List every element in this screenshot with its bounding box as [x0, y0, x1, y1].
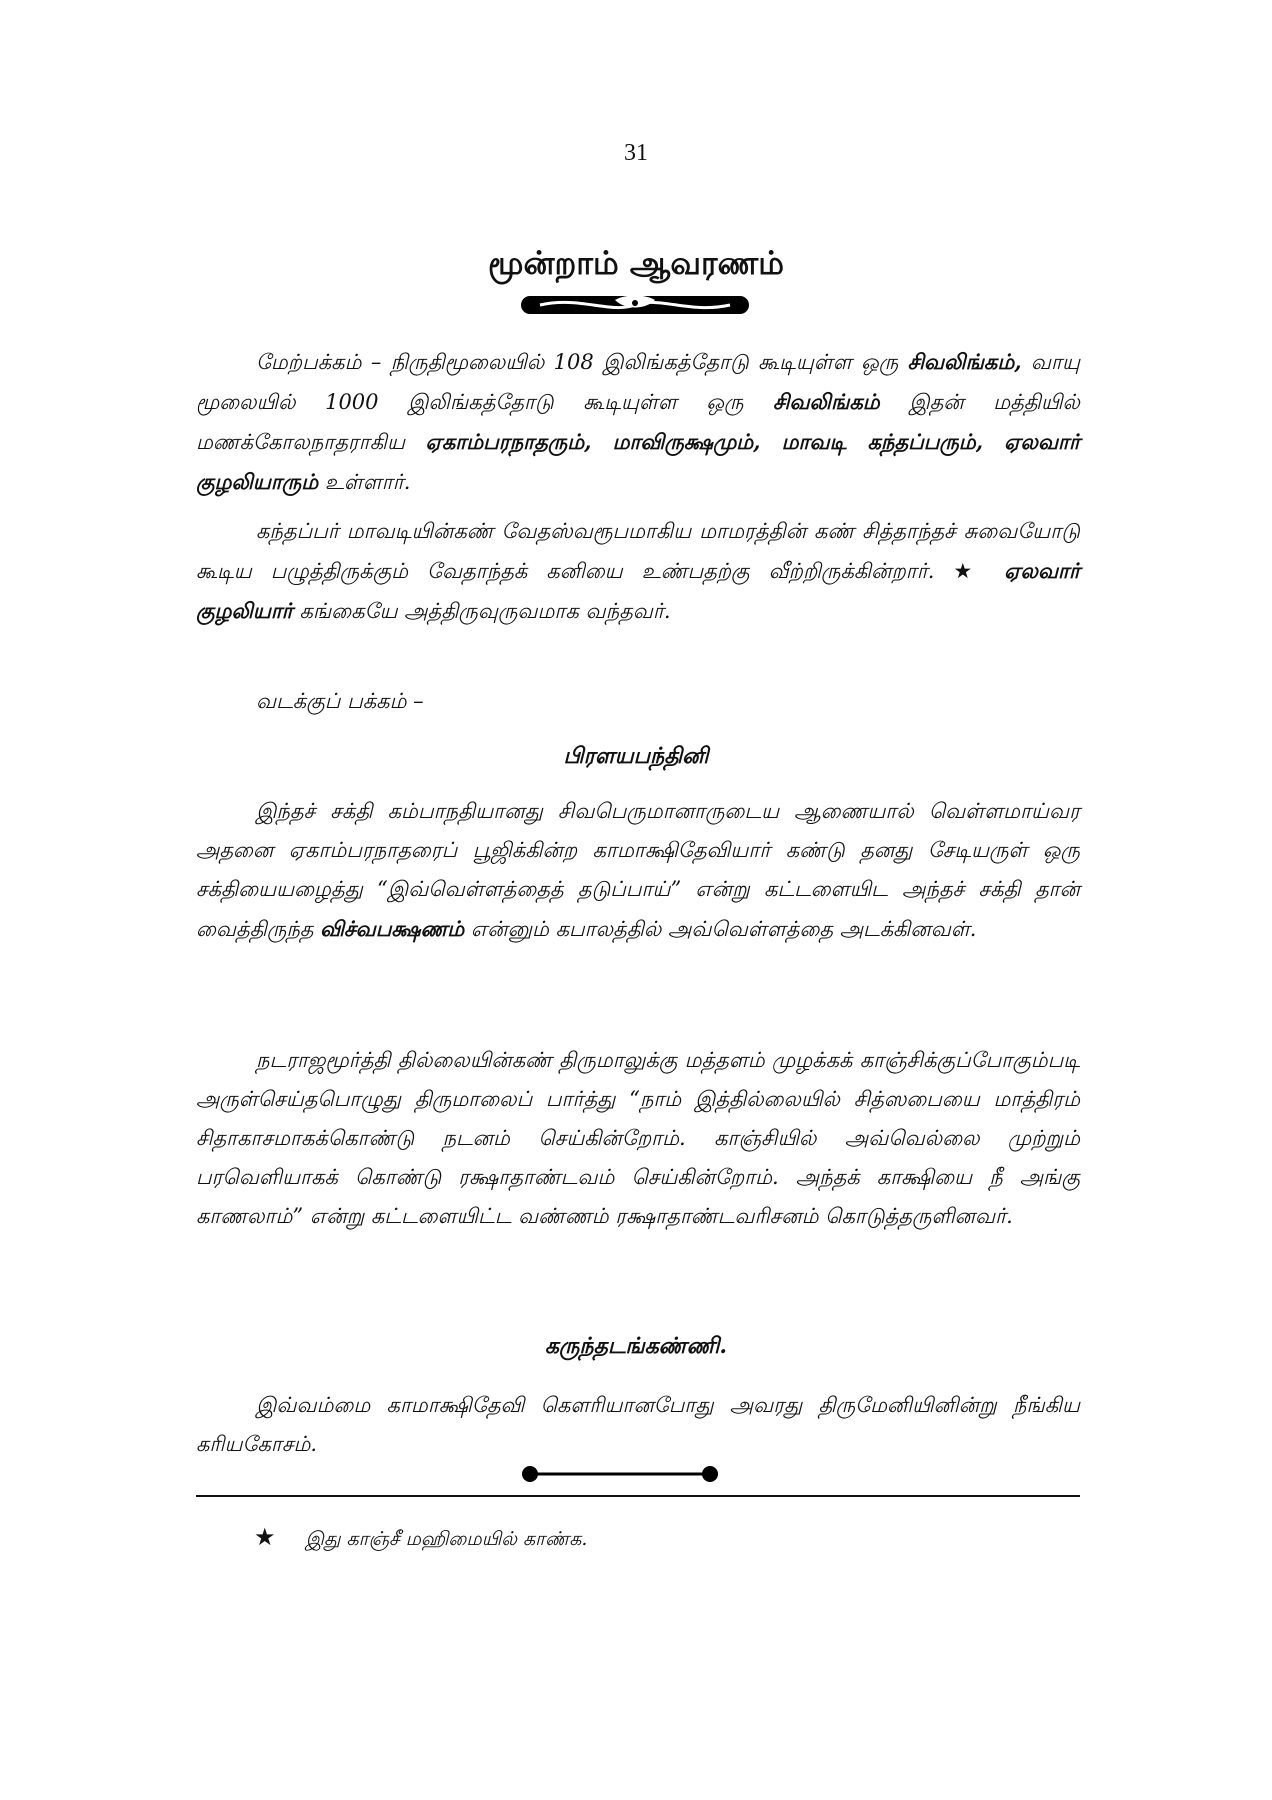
- section-heading-pralayabandhini: பிரளயபந்தினி: [563, 743, 709, 769]
- paragraph-6: இவ்வம்மை காமாக்ஷிதேவி கௌரியானபோது அவரது திருமேனியினின்று நீங்கிய கரியகோசம்.: [196, 1393, 1080, 1456]
- paragraph-4: இந்தச் சக்தி கம்பாநதியானது சிவபெருமானாருடைய ஆணையால் வெள்ளமாய்வர அதனை ஏகாம்பரநாதரைப் பூஜிக்கின்ற காமாக்ஷிதேவியார் கண்டு தனது சேடியருள் ஒரு சக்தியையழைத்து “இவ்வெள்ளத்தைத் தடுப்பாய்” என்று கட்டளையிட அந்தச் சக்தி தான் வைத்திருந்த விச்வபக்ஷணம் என்னும் கபாலத்தில் அவ்வெள்ளத்தை அடக்கினவள்.: [196, 799, 1080, 941]
- title-ornament: [520, 292, 750, 318]
- chapter-title: மூன்றாம் ஆவரணம்: [488, 244, 784, 282]
- end-ornament: [520, 1464, 720, 1484]
- footnote: ★ இது காஞ்சீ மஹிமையில் காண்க.: [254, 1523, 588, 1551]
- footnote-divider: [196, 1495, 1080, 1497]
- page-number: 31: [624, 140, 648, 166]
- paragraph-3: வடக்குப் பக்கம் –: [256, 689, 424, 713]
- star-icon: ★: [254, 1523, 276, 1551]
- star-icon: ★: [953, 559, 985, 583]
- paragraph-1: மேற்பக்கம் – நிருதிமூலையில் 108 இலிங்கத்தோடு கூடியுள்ள ஒரு சிவலிங்கம், வாயு மூலையில் 1000 இலிங்கத்தோடு கூடியுள்ள ஒரு சிவலிங்கம் இதன் மத்தியில் மணக்கோலநாதராகிய ஏகாம்பரநாதரும், மாவிருக்ஷமும், மாவடி கந்தப்பரும், ஏலவார் குழலியாரும் உள்ளார்.: [196, 349, 1080, 494]
- paragraph-2: கந்தப்பர் மாவடியின்கண் வேதஸ்வரூபமாகிய மாமரத்தின் கண் சித்தாந்தச் சுவையோடு கூடிய பழுத்திருக்கும் வேதாந்தக் கனியை உண்பதற்கு வீற்றிருக்கின்றார். ★ ஏலவார் குழலியார் கங்கையே அத்திருவுருவமாக வந்தவர்.: [196, 519, 1080, 623]
- paragraph-5: நடராஜமூர்த்தி தில்லையின்கண் திருமாலுக்கு மத்தளம் முழக்கக் காஞ்சிக்குப்போகும்படி அருள்செய்தபொழுது திருமாலைப் பார்த்து “நாம் இத்தில்லையில் சித்ஸபையை மாத்திரம் சிதாகாசமாகக்கொண்டு நடனம் செய்கின்றோம். காஞ்சியில் அவ்வெல்லை முற்றும் பரவெளியாகக் கொண்டு ரக்ஷாதாண்டவம் செய்கின்றோம். அந்தக் காக்ஷியை நீ அங்கு காணலாம்” என்று கட்டளையிட்ட வண்ணம் ரக்ஷாதாண்டவரிசனம் கொடுத்தருளினவர்.: [196, 1048, 1080, 1228]
- section-heading-karundadangkanni: கருந்தடங்கண்ணி.: [544, 1333, 728, 1359]
